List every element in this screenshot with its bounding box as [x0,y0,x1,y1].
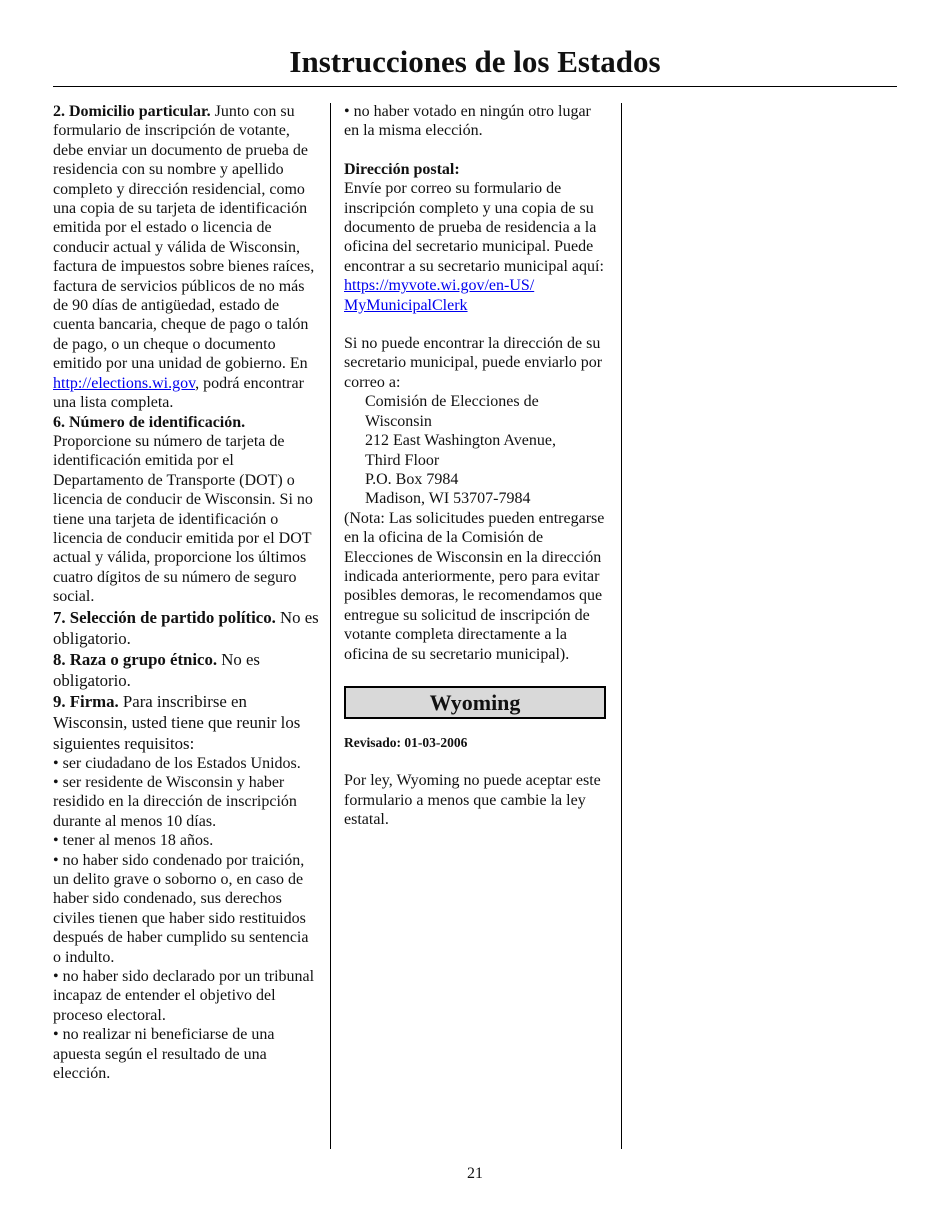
requirement-item: • no realizar ni beneficiarse de una apuesta según el resultado de una elección. [53,1026,275,1083]
page-number: 21 [467,1165,483,1182]
title-divider [53,86,897,87]
address-line: 212 East Washington Avenue, [365,432,556,450]
domicilio-heading: 2. Domicilio particular. [53,103,211,120]
domicilio-text-end: , podrá encontrar una lista completa. [53,374,304,412]
clerk-link-line[interactable] [344,296,606,315]
raza-section: 8. Raza o grupo étnico. No es obligatorio. [53,649,260,690]
requirement-item: • ser ciudadano de los Estados Unidos. [53,754,301,772]
requirement-item: • no haber sido condenado por traición, un delito grave o soborno o, en caso de haber sido condenado, sus derechos civiles tienen que haber sido restituidos después de haber cumplido su sentencia o indulto. [53,851,309,966]
postal-heading: Dirección postal: [344,160,460,178]
requirement-item: • ser residente de Wisconsin y haber residido en la dirección de inscripción durante al menos 10 días. [53,773,297,830]
partido-heading: 7. Selección de partido político. [53,607,276,627]
clerk-link-continued[interactable]: MyMunicipalClerk [344,296,468,314]
left-column [53,102,319,1083]
address-line: Comisión de Elecciones de [365,393,539,411]
address-line: Third Floor [365,451,440,469]
domicilio-section [53,102,319,413]
requirement-item: • no haber votado en ningún otro lugar en la misma elección. [344,103,591,140]
address-line: P.O. Box 7984 [365,470,459,488]
fallback-text: Si no puede encontrar la dirección de su secretario municipal, puede enviarlo por correo a: [344,335,603,391]
column-divider [330,103,331,1149]
address-line: Madison, WI 53707-7984 [365,490,531,508]
identificacion-heading: 6. Número de identificación. [53,413,246,431]
wyoming-text: Por ley, Wyoming no puede aceptar este formulario a menos que cambie la ley estatal. [344,772,601,829]
mailing-address [344,392,606,508]
domicilio-text: Junto con su formulario de inscripción de votante, debe enviar un documento de prueba de residencia con su nombre y apellido completo y dirección residencial, como una copia de su tarjeta de identificación emitida por el estado o licencia de conducir actual y válida de Wisconsin, factura de impuestos sobre bienes raíces, factura de servicios públicos de no más de 90 días de antigüedad, estado de cuenta bancaria, cheque de pago o talón de pago, o un cheque o documento emitido por una unidad de gobierno. En [53,103,315,373]
revised-date: Revisado: 01-03-2006 [344,734,468,750]
identificacion-text: Proporcione su número de tarjeta de identificación emitida por el Departamento de Transporte (DOT) o licencia de conducir de Wisconsin. Si no tiene una tarjeta de identificación o licencia de conducir emitida por el DOT actual y válida, proporcione los últimos cuatro dígitos de su número de seguro social. [53,432,313,606]
wyoming-state-header: Wyoming [344,686,606,719]
raza-heading: 8. Raza o grupo étnico. [53,649,218,669]
page-title: Instrucciones de los Estados [289,44,661,79]
postal-text: Envíe por correo su formulario de inscripción completo y una copia de su documento de prueba de residencia a la oficina del secretario municipal. Puede encontrar a su secretario municipal aquí: [344,180,604,275]
column-divider [621,103,622,1149]
middle-column [344,102,606,830]
elections-link[interactable]: http://elections.wi.gov [53,374,196,392]
requirement-item: • tener al menos 18 años. [53,832,214,850]
clerk-link-line[interactable] [344,276,606,295]
requirement-item: • no haber sido declarado por un tribunal incapaz de entender el objetivo del proceso electoral. [53,968,315,1024]
partido-section: 7. Selección de partido político. No es obligatorio. [53,607,319,648]
address-line: Wisconsin [365,412,432,430]
clerk-link[interactable]: https://myvote.wi.gov/en-US/ [344,277,535,295]
firma-heading: 9. Firma. [53,691,119,711]
nota-text: (Nota: Las solicitudes pueden entregarse en la oficina de la Comisión de Elecciones de Wisconsin en la dirección indicada anteriormente, pero para evitar posibles demoras, le recomendamos que entregue su solicitud de inscripción de votante completa directamente a la oficina de su secretario municipal). [344,509,605,663]
firma-section: 9. Firma. Para inscribirse en Wisconsin, usted tiene que reunir los siguientes requisitos: [53,691,301,753]
